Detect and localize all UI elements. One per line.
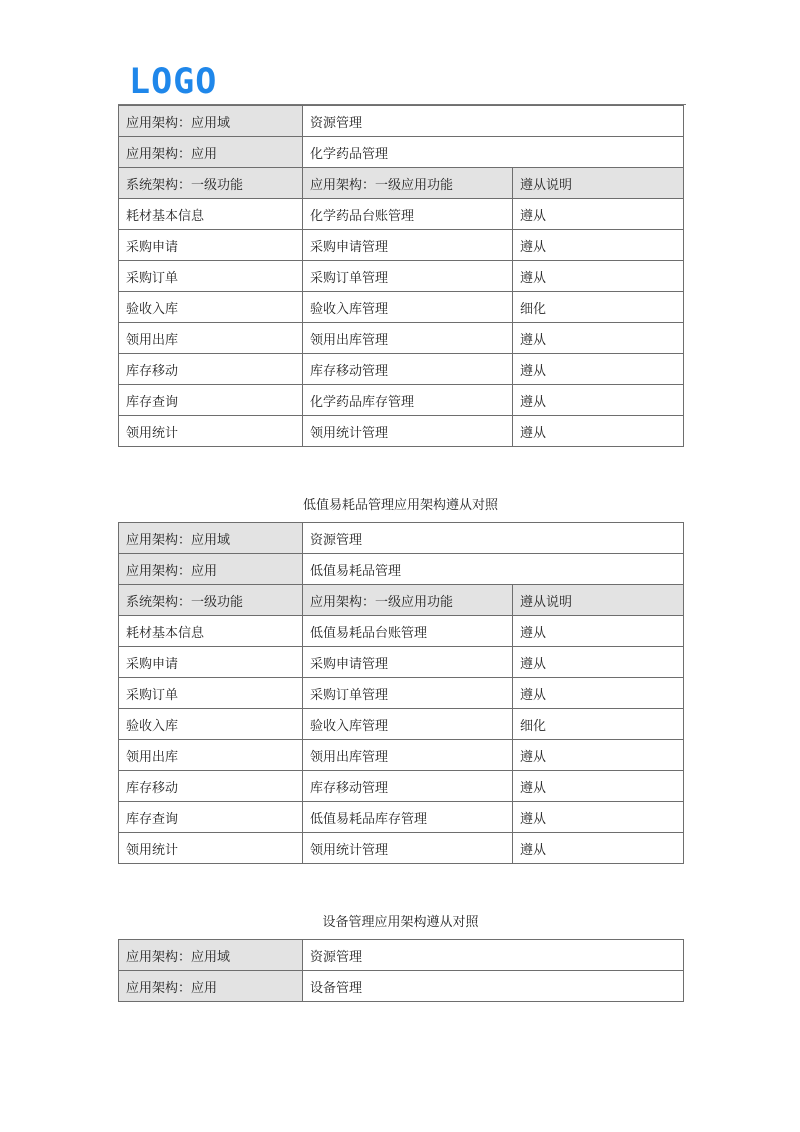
compliance-table-chemicals (118, 105, 684, 447)
table-cell: 遵从 (513, 647, 684, 678)
column-header: 应用架构：一级应用功能 (303, 168, 513, 199)
table-cell: 领用统计 (119, 416, 303, 447)
table-cell: 遵从 (513, 678, 684, 709)
table-cell: 遵从 (513, 616, 684, 647)
meta-value: 资源管理 (303, 106, 684, 137)
table-cell: 领用统计管理 (303, 833, 513, 864)
table-row (119, 385, 684, 416)
column-header-row (119, 585, 684, 616)
table-row (119, 833, 684, 864)
meta-label: 应用架构：应用 (119, 137, 303, 168)
meta-value: 低值易耗品管理 (303, 554, 684, 585)
table-cell: 低值易耗品台账管理 (303, 616, 513, 647)
table-cell: 领用出库 (119, 740, 303, 771)
table-cell: 遵从 (513, 771, 684, 802)
table-cell: 采购申请管理 (303, 230, 513, 261)
table-cell: 验收入库 (119, 709, 303, 740)
meta-row (119, 971, 684, 1002)
table-cell: 遵从 (513, 354, 684, 385)
table-row (119, 740, 684, 771)
table-cell: 验收入库 (119, 292, 303, 323)
table-row (119, 261, 684, 292)
table-row (119, 199, 684, 230)
table-row (119, 230, 684, 261)
company-logo: LOGO (129, 62, 218, 102)
column-header: 应用架构：一级应用功能 (303, 585, 513, 616)
table-cell: 领用出库 (119, 323, 303, 354)
table-cell: 遵从 (513, 833, 684, 864)
table-cell: 遵从 (513, 230, 684, 261)
table-row (119, 416, 684, 447)
table-cell: 遵从 (513, 740, 684, 771)
table-cell: 采购订单 (119, 261, 303, 292)
table-cell: 领用统计 (119, 833, 303, 864)
table-cell: 遵从 (513, 416, 684, 447)
meta-row (119, 106, 684, 137)
table-cell: 库存查询 (119, 802, 303, 833)
table-cell: 细化 (513, 709, 684, 740)
table-caption-equipment: 设备管理应用架构遵从对照 (322, 915, 479, 930)
table-cell: 验收入库管理 (303, 709, 513, 740)
table-row (119, 647, 684, 678)
column-header: 遵从说明 (513, 585, 684, 616)
table-row (119, 802, 684, 833)
meta-value: 资源管理 (303, 523, 684, 554)
table-row (119, 354, 684, 385)
table-row (119, 323, 684, 354)
table-cell: 采购申请 (119, 647, 303, 678)
table-cell: 遵从 (513, 261, 684, 292)
table-caption-low-value-consumables: 低值易耗品管理应用架构遵从对照 (302, 498, 498, 513)
column-header-row (119, 168, 684, 199)
meta-label: 应用架构：应用域 (119, 940, 303, 971)
compliance-table-equipment (118, 939, 684, 1002)
table-cell: 耗材基本信息 (119, 616, 303, 647)
compliance-table-low-value-consumables (118, 522, 684, 864)
table-cell: 库存查询 (119, 385, 303, 416)
meta-label: 应用架构：应用 (119, 554, 303, 585)
meta-row (119, 940, 684, 971)
table-cell: 库存移动管理 (303, 771, 513, 802)
table-cell: 采购订单管理 (303, 261, 513, 292)
meta-value: 资源管理 (303, 940, 684, 971)
table-cell: 遵从 (513, 385, 684, 416)
meta-label: 应用架构：应用域 (119, 523, 303, 554)
table-cell: 耗材基本信息 (119, 199, 303, 230)
meta-row (119, 523, 684, 554)
table-cell: 采购订单 (119, 678, 303, 709)
table-row (119, 616, 684, 647)
table-row (119, 709, 684, 740)
table-row (119, 771, 684, 802)
table-cell: 领用出库管理 (303, 323, 513, 354)
column-header: 系统架构：一级功能 (119, 585, 303, 616)
table-cell: 库存移动管理 (303, 354, 513, 385)
table-cell: 化学药品台账管理 (303, 199, 513, 230)
meta-value: 化学药品管理 (303, 137, 684, 168)
meta-label: 应用架构：应用域 (119, 106, 303, 137)
table-cell: 遵从 (513, 323, 684, 354)
table-cell: 库存移动 (119, 771, 303, 802)
table-row (119, 678, 684, 709)
table-cell: 采购申请 (119, 230, 303, 261)
meta-value: 设备管理 (303, 971, 684, 1002)
table-cell: 化学药品库存管理 (303, 385, 513, 416)
table-row (119, 292, 684, 323)
table-cell: 库存移动 (119, 354, 303, 385)
meta-row (119, 137, 684, 168)
table-cell: 遵从 (513, 199, 684, 230)
meta-label: 应用架构：应用 (119, 971, 303, 1002)
table-cell: 低值易耗品库存管理 (303, 802, 513, 833)
column-header: 系统架构：一级功能 (119, 168, 303, 199)
table-cell: 采购订单管理 (303, 678, 513, 709)
column-header: 遵从说明 (513, 168, 684, 199)
table-cell: 采购申请管理 (303, 647, 513, 678)
table-cell: 领用出库管理 (303, 740, 513, 771)
table-cell: 领用统计管理 (303, 416, 513, 447)
table-cell: 细化 (513, 292, 684, 323)
table-cell: 验收入库管理 (303, 292, 513, 323)
meta-row (119, 554, 684, 585)
table-cell: 遵从 (513, 802, 684, 833)
